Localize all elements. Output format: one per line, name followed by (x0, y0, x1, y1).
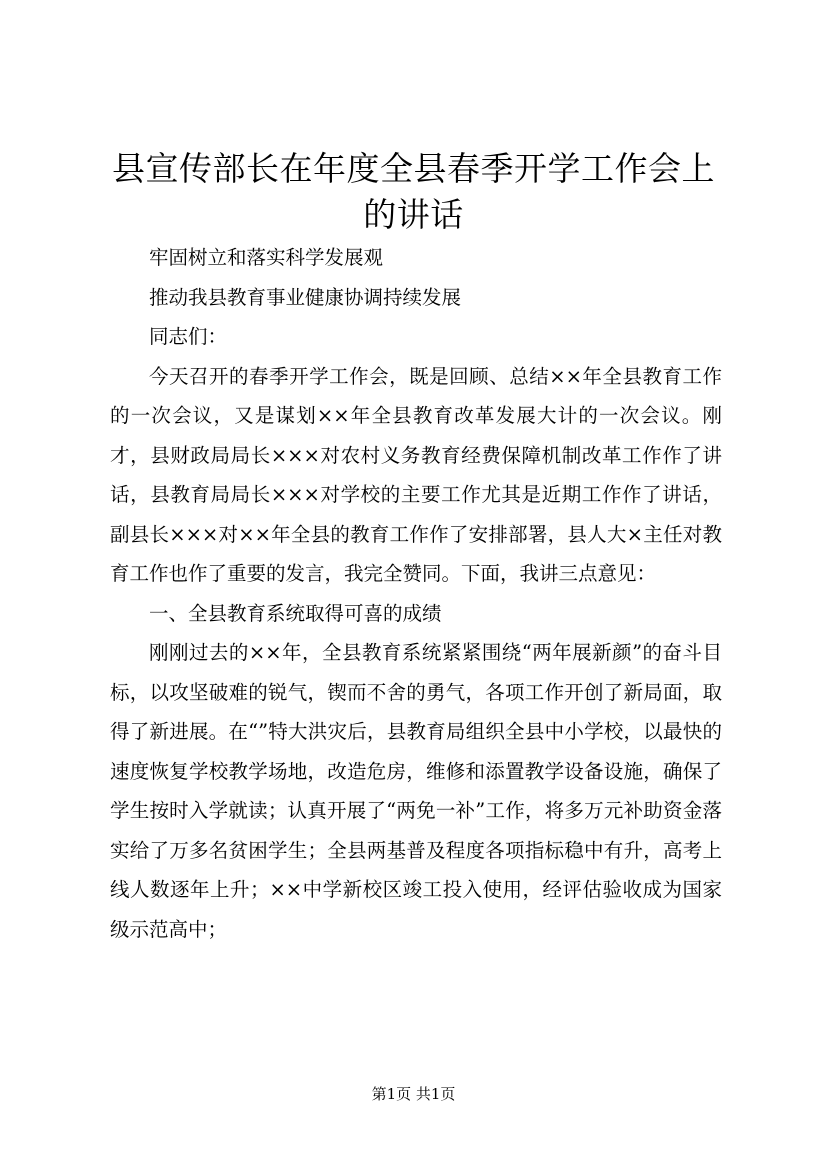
page-footer: 第1页 共1页 (371, 1085, 456, 1103)
salutation: 同志们： (149, 325, 228, 348)
paragraph-achievements: 刚刚过去的××年，全县教育系统紧紧围绕“两年展新颜”的奋斗目标，以攻坚破难的锐气，锲而不舍的勇气，各项工作开创了新局面，取得了新进展。在“”特大洪灾后，县教育局组织全县中小学校，以最快的速度恢复学校教学场地，改造危房，维修和添置教学设备设施，确保了学生按时入学就读；认真开展了“两免一补”工作，将多万元补助资金落实给了万多名贫困学生；全县两基普及程度各项指标稳中有升，高考上线人数逐年上升；××中学新校区竣工投入使用，经评估验收成为国家级示范高中； (110, 641, 722, 941)
paragraph-intro: 今天召开的春季开学工作会，既是回顾、总结××年全县教育工作的一次会议，又是谋划××年全县教育改革发展大计的一次会议。刚才，县财政局局长×××对农村义务教育经费保障机制改革工作作了讲话，县教育局局长×××对学校的主要工作尤其是近期工作作了讲话，副县长×××对××年全县的教育工作作了安排部署，县人大×主任对教育工作也作了重要的发言，我完全赞同。下面，我讲三点意见： (110, 364, 722, 585)
document-body (110, 238, 722, 949)
document-title: 县宣传部长在年度全县春季开学工作会上的讲话 (112, 149, 715, 234)
heading-line-1: 牢固树立和落实科学发展观 (149, 246, 384, 269)
section-heading-1: 一、全县教育系统取得可喜的成绩 (149, 601, 442, 625)
heading-line-2: 推动我县教育事业健康协调持续发展 (149, 285, 462, 309)
